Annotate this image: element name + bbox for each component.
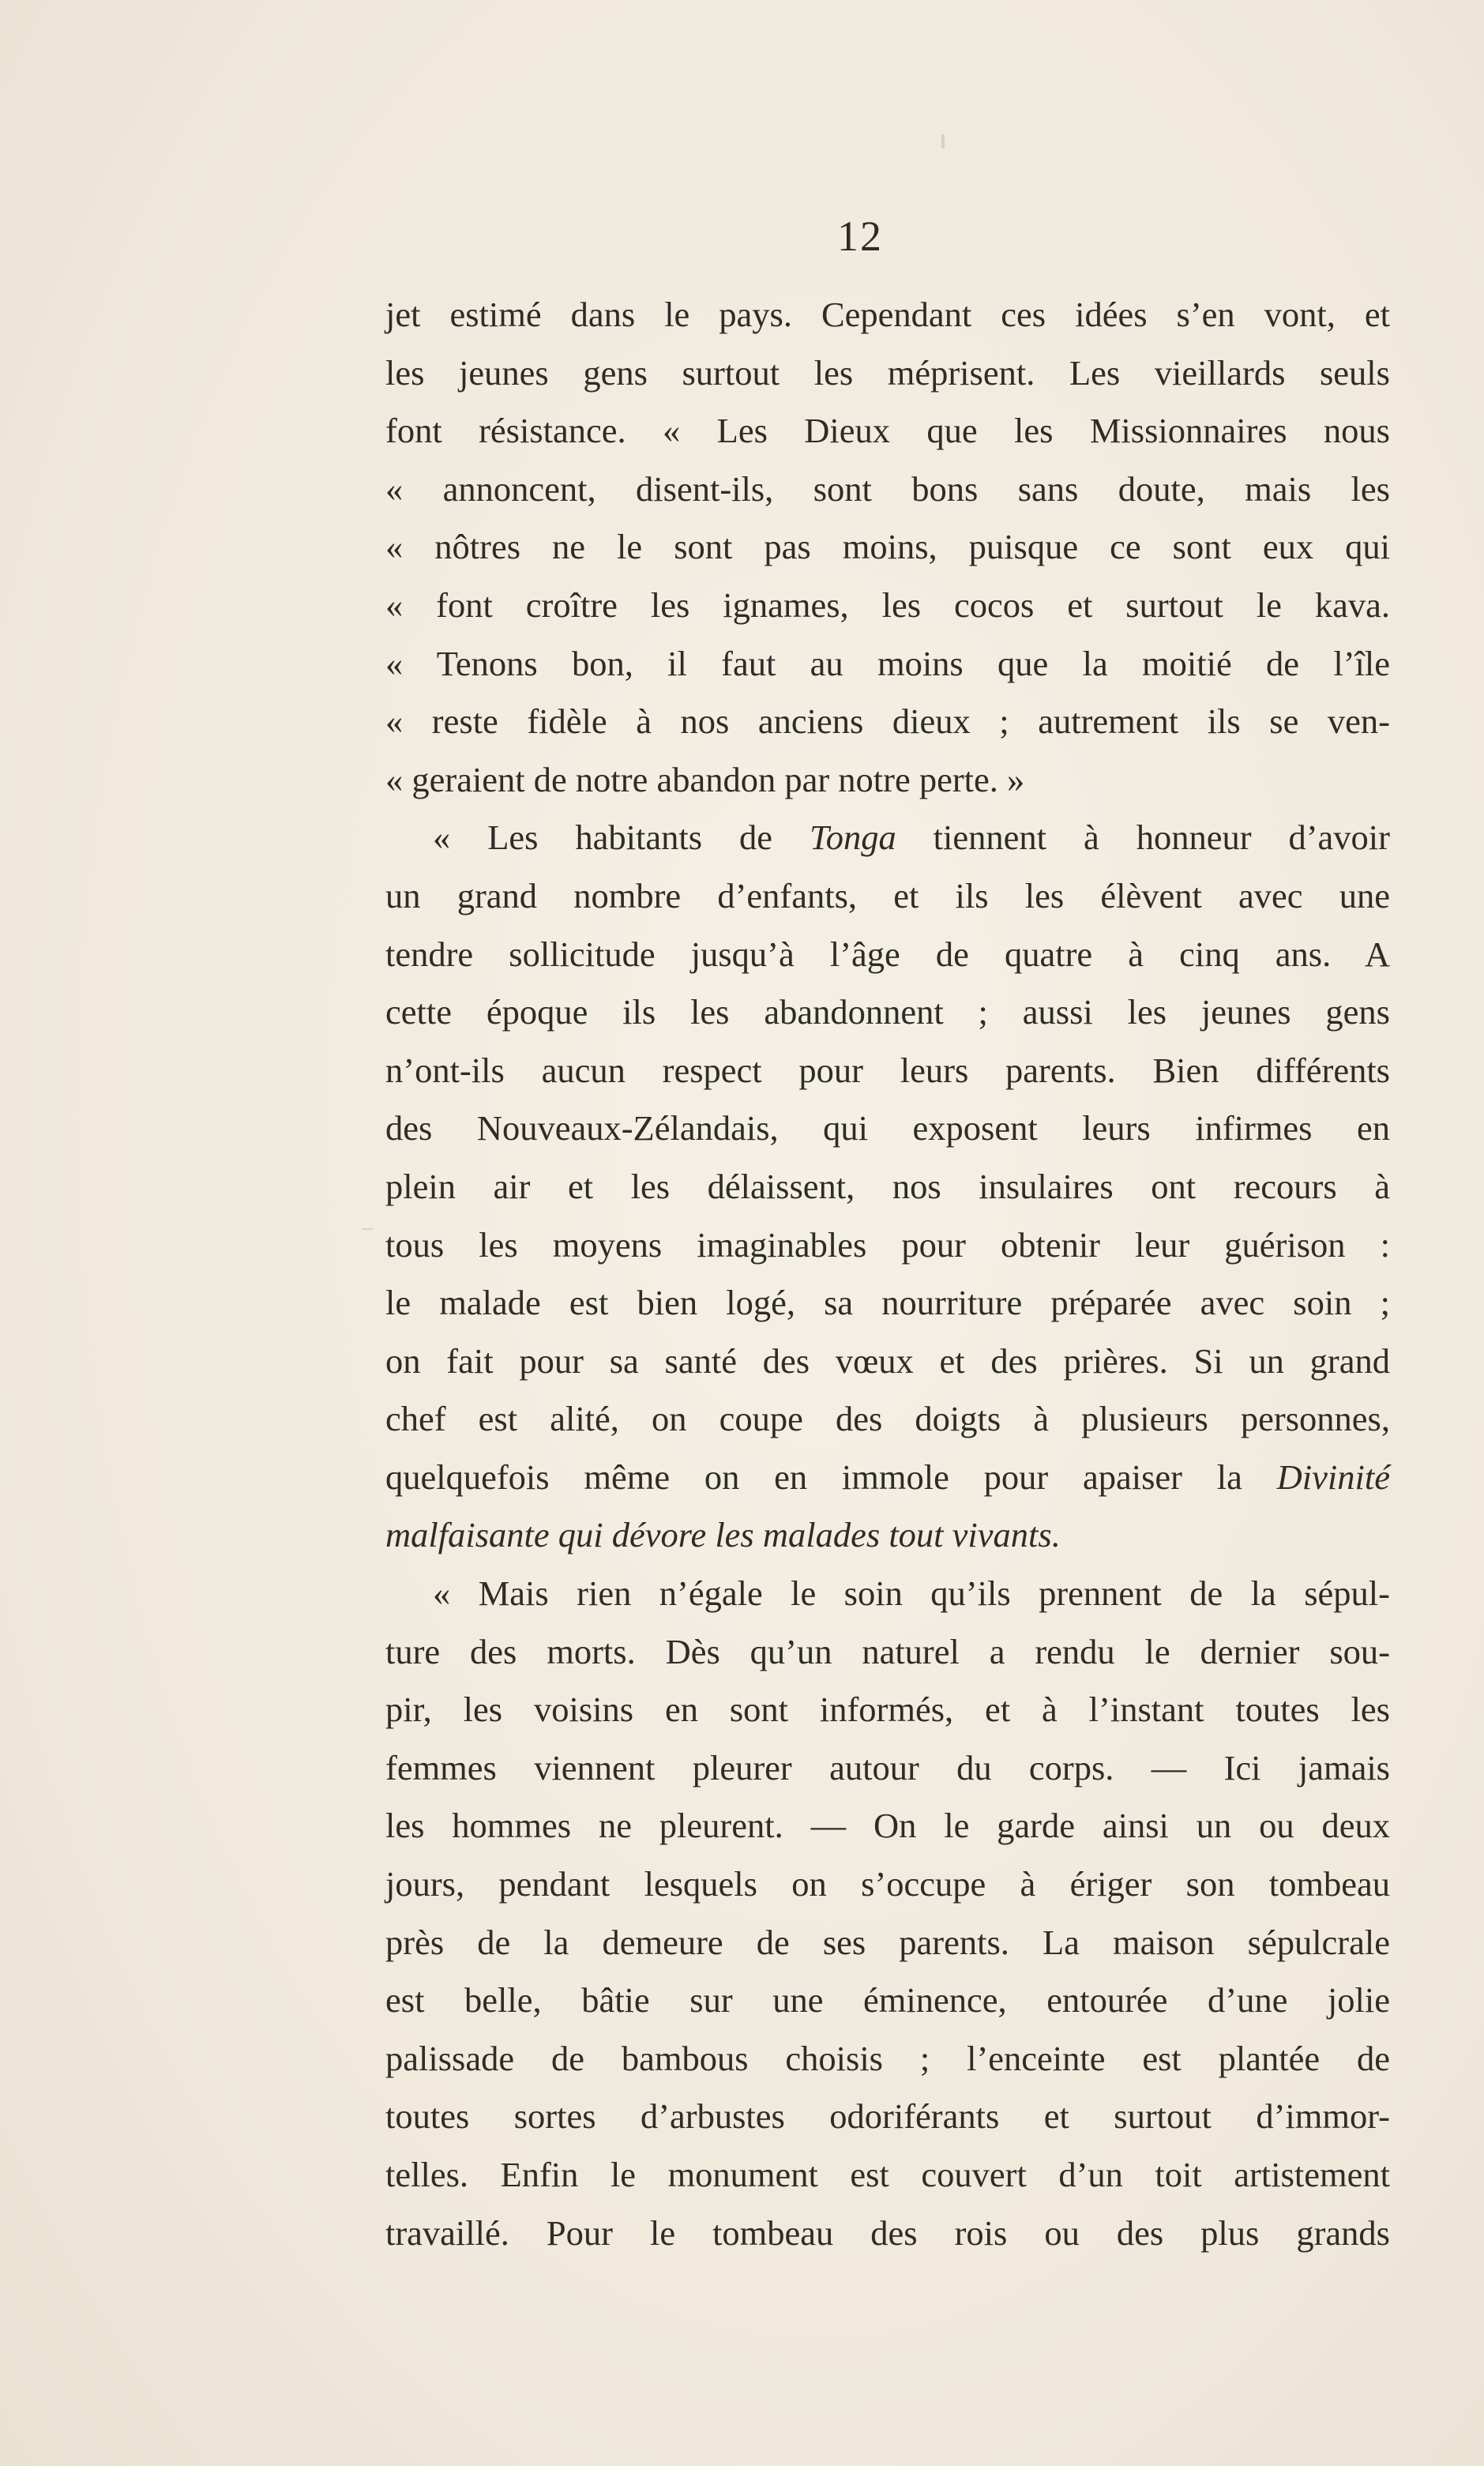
text-line: n’ont-ils aucun respect pour leurs parents. Bien différents [385,1050,1390,1090]
text-line: plein air et les délaissent, nos insulaires ont recours à [385,1166,1390,1206]
italic-place-name: Tonga [810,818,896,858]
text-line: font résistance. « Les Dieux que les Missionnaires nous [385,411,1390,451]
text-line: chef est alité, on coupe des doigts à plusieurs personnes, [385,1399,1390,1439]
text-line: jours, pendant lesquels on s’occupe à ériger son tombeau [385,1864,1390,1904]
text-line: toutes sortes d’arbustes odoriférants et surtout d’immor- [385,2096,1390,2137]
page-number: 12 [837,212,883,260]
text-segment: quelquefois même on en immole pour apaiser la [385,1457,1277,1497]
text-line-with-italic [385,1449,1390,1507]
text-line: les hommes ne pleurent. — On le garde ainsi un ou deux [385,1806,1390,1846]
text-line: travaillé. Pour le tombeau des rois ou des plus grands [385,2212,1390,2253]
text-line: est belle, bâtie sur une éminence, entourée d’une jolie [385,1980,1390,2021]
text-line: le malade est bien logé, sa nourriture préparée avec soin ; [385,1283,1390,1323]
text-line: telles. Enfin le monument est couvert d’un toit artistement [385,2155,1390,2194]
text-line: « Tenons bon, il faut au moins que la moitié de l’île [385,643,1390,683]
text-line: cette époque ils les abandonnent ; aussi les jeunes gens [385,992,1390,1032]
text-segment: tiennent à honneur d’avoir [896,818,1390,858]
italic-phrase: malfaisante qui dévore les malades tout vivants. [385,1515,1061,1555]
text-segment: « Les habitants de [433,818,810,858]
text-line: palissade de bambous choisis ; l’enceinte est plantée de [385,2038,1390,2078]
text-line: les jeunes gens surtout les méprisent. Les vieillards seuls [385,352,1390,393]
paragraph-first-line [385,809,1390,867]
body-text [385,286,1390,2262]
text-line: tous les moyens imaginables pour obtenir leur guérison : [385,1224,1390,1265]
italic-term: Divinité [1276,1457,1390,1497]
text-line: jet estimé dans le pays. Cependant ces idées s’en vont, et [385,295,1390,334]
text-line: femmes viennent pleurer autour du corps. — Ici jamais [385,1747,1390,1787]
text-line: « font croître les ignames, les cocos et surtout le kava. [385,585,1390,625]
text-line: « reste fidèle à nos anciens dieux ; autrement ils se ven- [385,701,1390,742]
text-line: on fait pour sa santé des vœux et des prières. Si un grand [385,1340,1390,1381]
text-line: pir, les voisins en sont informés, et à l’instant toutes les [385,1690,1390,1730]
paragraph-first-line: « Mais rien n’égale le soin qu’ils prennent de la sépul- [433,1573,1390,1614]
paper-speck [941,134,945,148]
paper-speck [362,1228,373,1230]
text-line: près de la demeure de ses parents. La maison sépulcrale [385,1922,1390,1962]
text-line: « geraient de notre abandon par notre perte. » [385,759,1025,799]
text-line: ture des morts. Dès qu’un naturel a rendu le dernier sou- [385,1631,1390,1671]
text-line: « nôtres ne le sont pas moins, puisque ce sont eux qui [385,527,1390,567]
text-line: un grand nombre d’enfants, et ils les élèvent avec une [385,875,1390,915]
text-line: tendre sollicitude jusqu’à l’âge de quatre à cinq ans. A [385,934,1390,974]
italic-line [385,1506,1390,1565]
text-line: des Nouveaux-Zélandais, qui exposent leurs infirmes en [385,1108,1390,1148]
text-line: « annoncent, disent-ils, sont bons sans doute, mais les [385,468,1390,509]
